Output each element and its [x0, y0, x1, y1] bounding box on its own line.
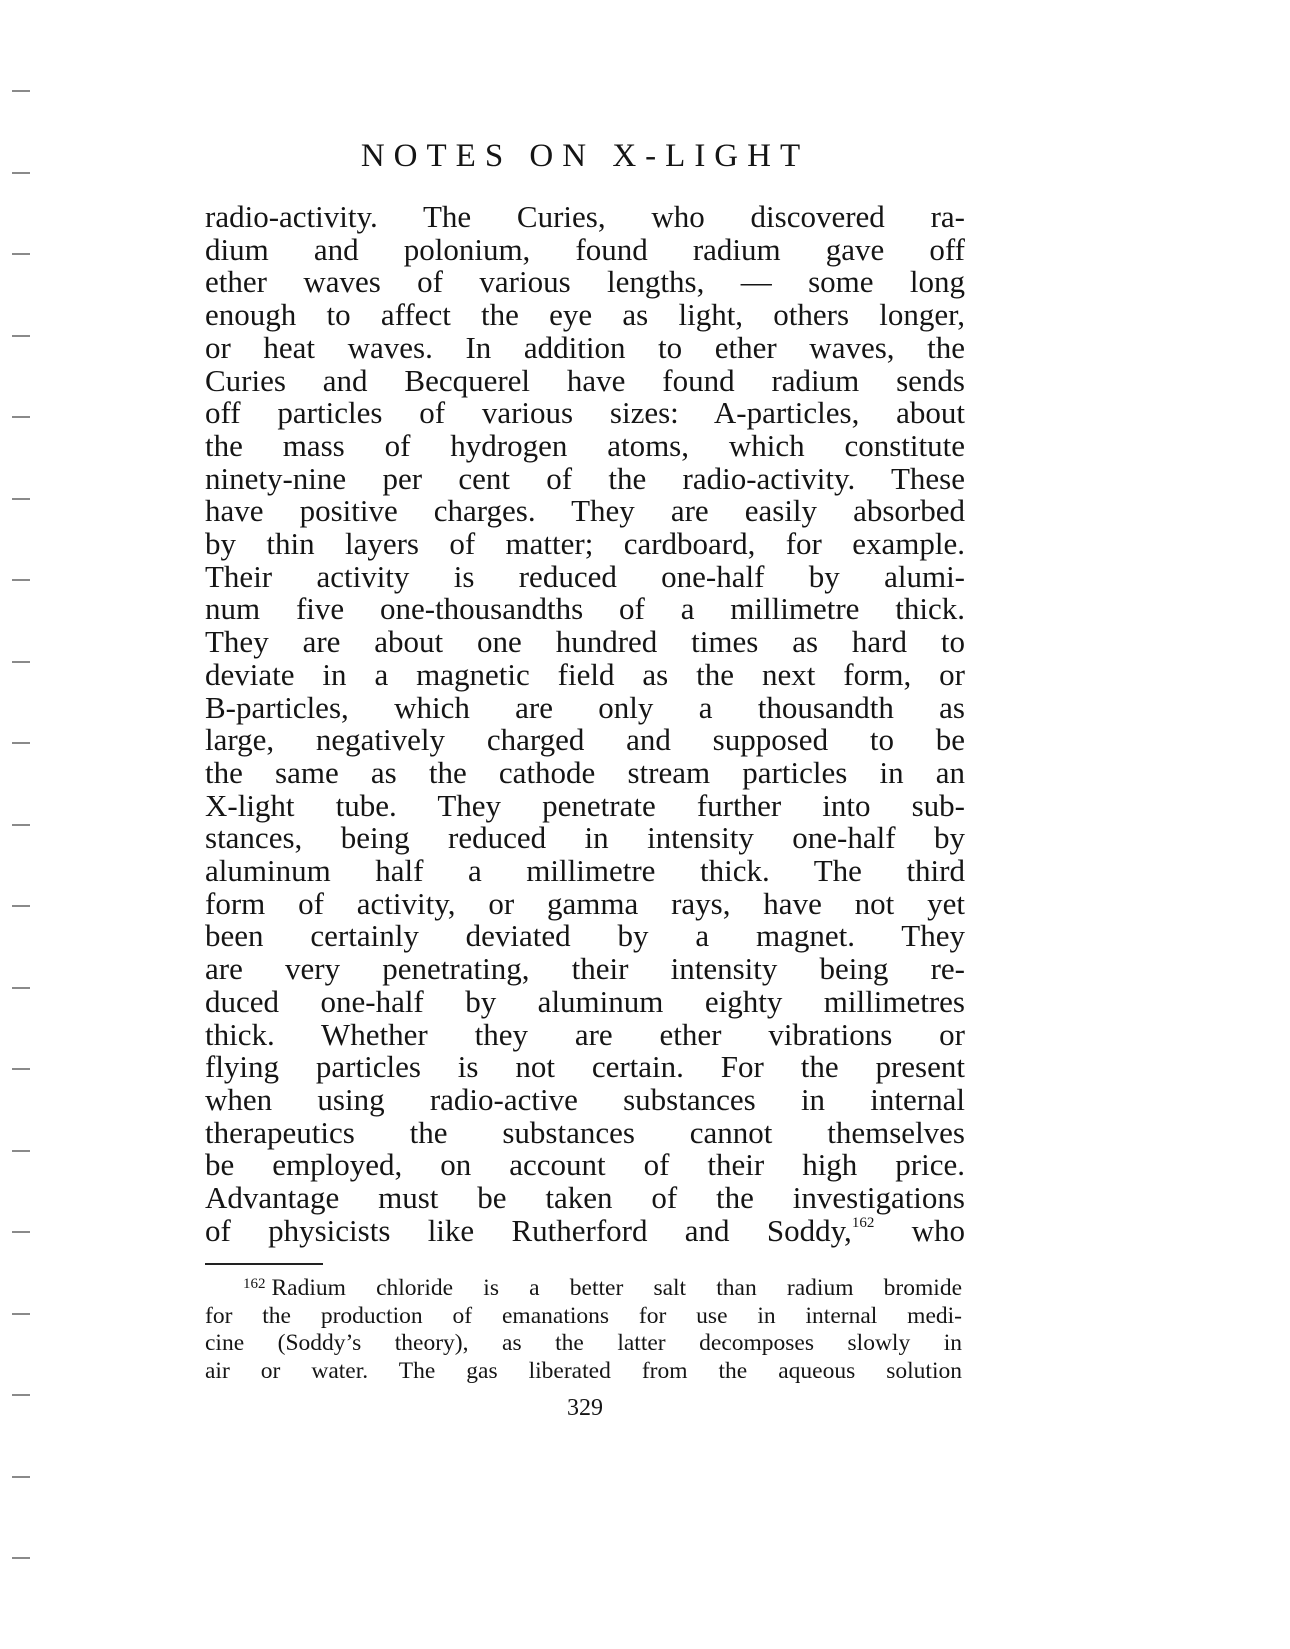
scan-tick [12, 498, 30, 500]
body-text-line: They are about one hundred times as hard to [205, 624, 965, 660]
body-text-line: therapeutics the substances cannot themselves [205, 1114, 965, 1150]
body-text-line: enough to affect the eye as light, others longer, [205, 297, 965, 333]
footnote-text: Radium chloride is a better salt than radium bromide [271, 1275, 962, 1301]
scan-tick [12, 416, 30, 418]
scan-tick [12, 1557, 30, 1559]
body-text-line: be employed, on account of their high price. [205, 1147, 965, 1183]
scan-tick [12, 1476, 30, 1478]
body-text-line: flying particles is not certain. For the present [205, 1049, 965, 1085]
body-text-line: deviate in a magnetic field as the next form, or [205, 656, 965, 692]
running-head: NOTES ON X-LIGHT [360, 138, 810, 174]
page-number: 329 [567, 1395, 603, 1421]
body-text-line: are very penetrating, their intensity being re- [205, 951, 965, 987]
body-text-line: radio-activity. The Curies, who discovered ra- [205, 199, 965, 234]
body-text-line: large, negatively charged and supposed to be [205, 722, 965, 758]
footnote-rule [205, 1263, 323, 1265]
body-text-fragment: who [874, 1212, 965, 1248]
scan-tick [12, 579, 30, 581]
body-text-line: been certainly deviated by a magnet. They [205, 918, 965, 954]
body-text-line: dium and polonium, found radium gave off [205, 231, 965, 267]
scan-tick [12, 172, 30, 174]
footnote-line: cine (Soddy’s theory), as the latter decomposes slowly in [205, 1330, 962, 1356]
body-text-line: when using radio-active substances in internal [205, 1081, 965, 1117]
scan-tick [12, 987, 30, 989]
body-text-line: ether waves of various lengths, — some long [205, 264, 965, 300]
body-text-line: duced one-half by aluminum eighty millimetres [205, 983, 965, 1019]
scan-tick [12, 1231, 30, 1233]
footnote-line: for the production of emanations for use in internal medi- [205, 1302, 962, 1329]
scan-tick [12, 1068, 30, 1070]
body-text-line: aluminum half a millimetre thick. The third [205, 853, 965, 889]
body-text-line: the mass of hydrogen atoms, which constitute [205, 427, 965, 463]
body-text-line: num five one-thousandths of a millimetre thick. [205, 591, 965, 627]
body-text [205, 201, 965, 1248]
body-text-line: ninety-nine per cent of the radio-activity. These [205, 460, 965, 496]
body-text-line: form of activity, or gamma rays, have not yet [205, 885, 965, 921]
scan-margin-marks [12, 0, 36, 1649]
footnote-reference: 162 [851, 1214, 875, 1231]
body-text-line [205, 1212, 965, 1248]
scan-tick [12, 1150, 30, 1152]
body-text-line: the same as the cathode stream particles in an [205, 754, 965, 790]
scan-tick [12, 824, 30, 826]
scan-tick [12, 253, 30, 255]
body-text-line: stances, being reduced in intensity one-half by [205, 820, 965, 856]
body-text-line: B-particles, which are only a thousandth as [205, 689, 965, 725]
body-text-line: Curies and Becquerel have found radium sends [205, 362, 965, 398]
body-text-line: Their activity is reduced one-half by alumi- [205, 558, 965, 594]
footnote-line [205, 1275, 962, 1303]
body-text-line: Advantage must be taken of the investigations [205, 1180, 965, 1216]
scan-tick [12, 742, 30, 744]
body-text-line: off particles of various sizes: A-particles, about [205, 395, 965, 431]
body-text-line: X-light tube. They penetrate further into sub- [205, 787, 965, 823]
scan-tick [12, 661, 30, 663]
footnote-number: 162 [243, 1276, 266, 1292]
body-text-line: have positive charges. They are easily absorbed [205, 493, 965, 529]
scan-tick [12, 1394, 30, 1396]
scan-tick [12, 90, 30, 92]
footnote-line: air or water. The gas liberated from the aqueous solution [205, 1357, 962, 1384]
body-text-line: by thin layers of matter; cardboard, for example. [205, 526, 965, 562]
footnote [205, 1275, 962, 1385]
body-text-line: or heat waves. In addition to ether waves, the [205, 329, 965, 365]
scan-tick [12, 1313, 30, 1315]
scan-tick [12, 335, 30, 337]
body-text-line: thick. Whether they are ether vibrations or [205, 1016, 965, 1052]
scan-tick [12, 905, 30, 907]
body-text-fragment: of physicists like Rutherford and Soddy, [205, 1212, 852, 1248]
